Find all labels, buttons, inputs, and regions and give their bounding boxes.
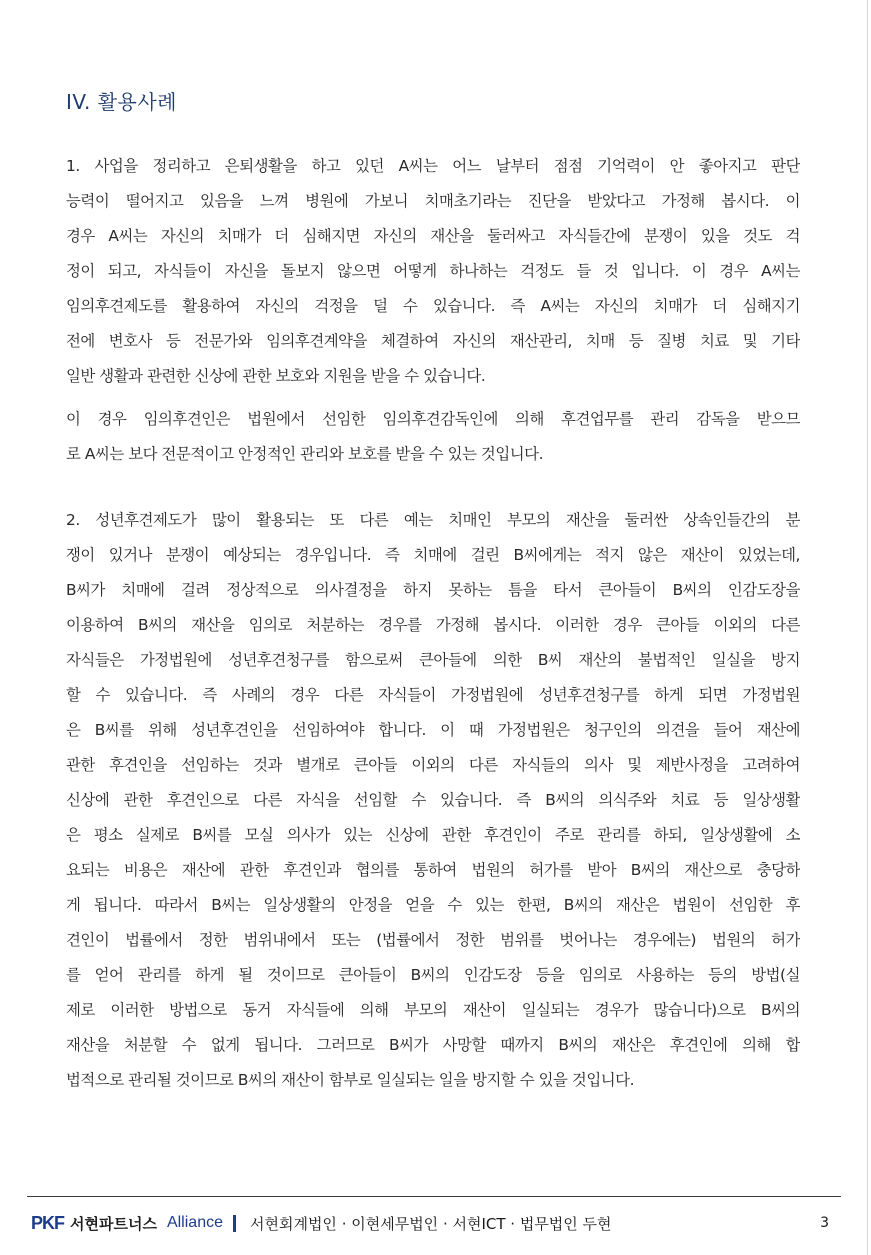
text-line: 견인이 법률에서 정한 범위내에서 또는 (법률에서 정한 범위를 벗어나는 경우에는) 법원의 허가 bbox=[66, 931, 800, 949]
text-line: 정이 되고, 자식들이 자신을 돌보지 않으면 어떻게 하나하는 걱정도 들 것 입니다. 이 경우 A씨는 bbox=[66, 262, 800, 280]
pkf-logo: PKF bbox=[31, 1212, 64, 1233]
text-line: 은 B씨를 위해 성년후견인을 선임하여야 합니다. 이 때 가정법원은 청구인의 의견을 들어 재산에 bbox=[66, 721, 800, 739]
text-line: 이용하여 B씨의 재산을 임의로 처분하는 경우를 가정해 봅시다. 이러한 경우 큰아들 이외의 다른 bbox=[66, 616, 800, 634]
paragraph-2 bbox=[66, 503, 800, 1098]
text-line: 요되는 비용은 재산에 관한 후견인과 협의를 통하여 법원의 허가를 받아 B씨의 재산으로 충당하 bbox=[66, 861, 800, 879]
paragraph-1 bbox=[66, 149, 800, 394]
text-line: 자식들은 가정법원에 성년후견청구를 함으로써 큰아들에 의한 B씨 재산의 불법적인 일실을 방지 bbox=[66, 651, 800, 669]
text-line: 전에 변호사 등 전문가와 임의후견계약을 체결하여 자신의 재산관리, 치매 등 질병 치료 및 기타 bbox=[66, 332, 800, 350]
text-line: 1. 사업을 정리하고 은퇴생활을 하고 있던 A씨는 어느 날부터 점점 기억력이 안 좋아지고 판단 bbox=[66, 157, 800, 175]
page-edge bbox=[867, 0, 868, 1255]
footer-divider bbox=[27, 1196, 841, 1197]
text-line: 이 경우 임의후견인은 법원에서 선임한 임의후견감독인에 의해 후견업무를 관리 감독을 받으므 bbox=[66, 410, 800, 428]
text-line: 게 됩니다. 따라서 B씨는 일상생활의 안정을 얻을 수 있는 한편, B씨의 재산은 법원이 선임한 후 bbox=[66, 896, 800, 914]
text-line: 은 평소 실제로 B씨를 모실 의사가 있는 신상에 관한 후견인이 주로 관리를 하되, 일상생활에 소 bbox=[66, 826, 800, 844]
text-line: 쟁이 있거나 분쟁이 예상되는 경우입니다. 즉 치매에 걸린 B씨에게는 적지 않은 재산이 있었는데, bbox=[66, 546, 800, 564]
company-name: 서현파트너스 bbox=[70, 1214, 157, 1233]
text-line: B씨가 치매에 걸려 정상적으로 의사결정을 하지 못하는 틈을 타서 큰아들이 B씨의 인감도장을 bbox=[66, 581, 800, 599]
member-firms: 서현회계법인 · 이현세무법인 · 서현ICT · 법무법인 두현 bbox=[249, 1214, 612, 1233]
text-line: 재산을 처분할 수 없게 됩니다. 그러므로 B씨가 사망할 때까지 B씨의 재산은 후견인에 의해 합 bbox=[66, 1036, 800, 1054]
text-line: 신상에 관한 후견인으로 다른 자식을 선임할 수 있습니다. 즉 B씨의 의식주와 치료 등 일상생활 bbox=[66, 791, 800, 809]
section-title: IV. 활용사례 bbox=[66, 90, 177, 114]
text-line: 할 수 있습니다. 즉 사례의 경우 다른 자식들이 가정법원에 성년후견청구를 하게 되면 가정법원 bbox=[66, 686, 800, 704]
text-line: 제로 이러한 방법으로 동거 자식들에 의해 부모의 재산이 일실되는 경우가 많습니다)으로 B씨의 bbox=[66, 1001, 800, 1019]
text-line: 로 A씨는 보다 전문적이고 안정적인 관리와 보호를 받을 수 있는 것입니다. bbox=[66, 445, 544, 463]
text-line: 임의후견제도를 활용하여 자신의 걱정을 덜 수 있습니다. 즉 A씨는 자신의 치매가 더 심해지기 bbox=[66, 297, 800, 315]
text-line: 2. 성년후견제도가 많이 활용되는 또 다른 예는 치매인 부모의 재산을 둘러싼 상속인들간의 분 bbox=[66, 511, 800, 529]
footer bbox=[31, 1210, 841, 1236]
footer-separator-bar bbox=[233, 1215, 236, 1232]
paragraph-1-continued bbox=[66, 402, 800, 472]
text-line: 법적으로 관리될 것이므로 B씨의 재산이 함부로 일실되는 일을 방지할 수 있을 것입니다. bbox=[66, 1071, 635, 1089]
alliance-label: Alliance bbox=[166, 1214, 223, 1231]
text-line: 관한 후견인을 선임하는 것과 별개로 큰아들 이외의 다른 자식들의 의사 및 제반사정을 고려하여 bbox=[66, 756, 800, 774]
text-line: 를 얻어 관리를 하게 될 것이므로 큰아들이 B씨의 인감도장 등을 임의로 사용하는 등의 방법(실 bbox=[66, 966, 800, 984]
page-number: 3 bbox=[820, 1215, 829, 1231]
text-line: 일반 생활과 관련한 신상에 관한 보호와 지원을 받을 수 있습니다. bbox=[66, 367, 486, 385]
text-line: 경우 A씨는 자신의 치매가 더 심해지면 자신의 재산을 둘러싸고 자식들간에 분쟁이 있을 것도 걱 bbox=[66, 227, 800, 245]
text-line: 능력이 떨어지고 있음을 느껴 병원에 가보니 치매초기라는 진단을 받았다고 가정해 봅시다. 이 bbox=[66, 192, 800, 210]
